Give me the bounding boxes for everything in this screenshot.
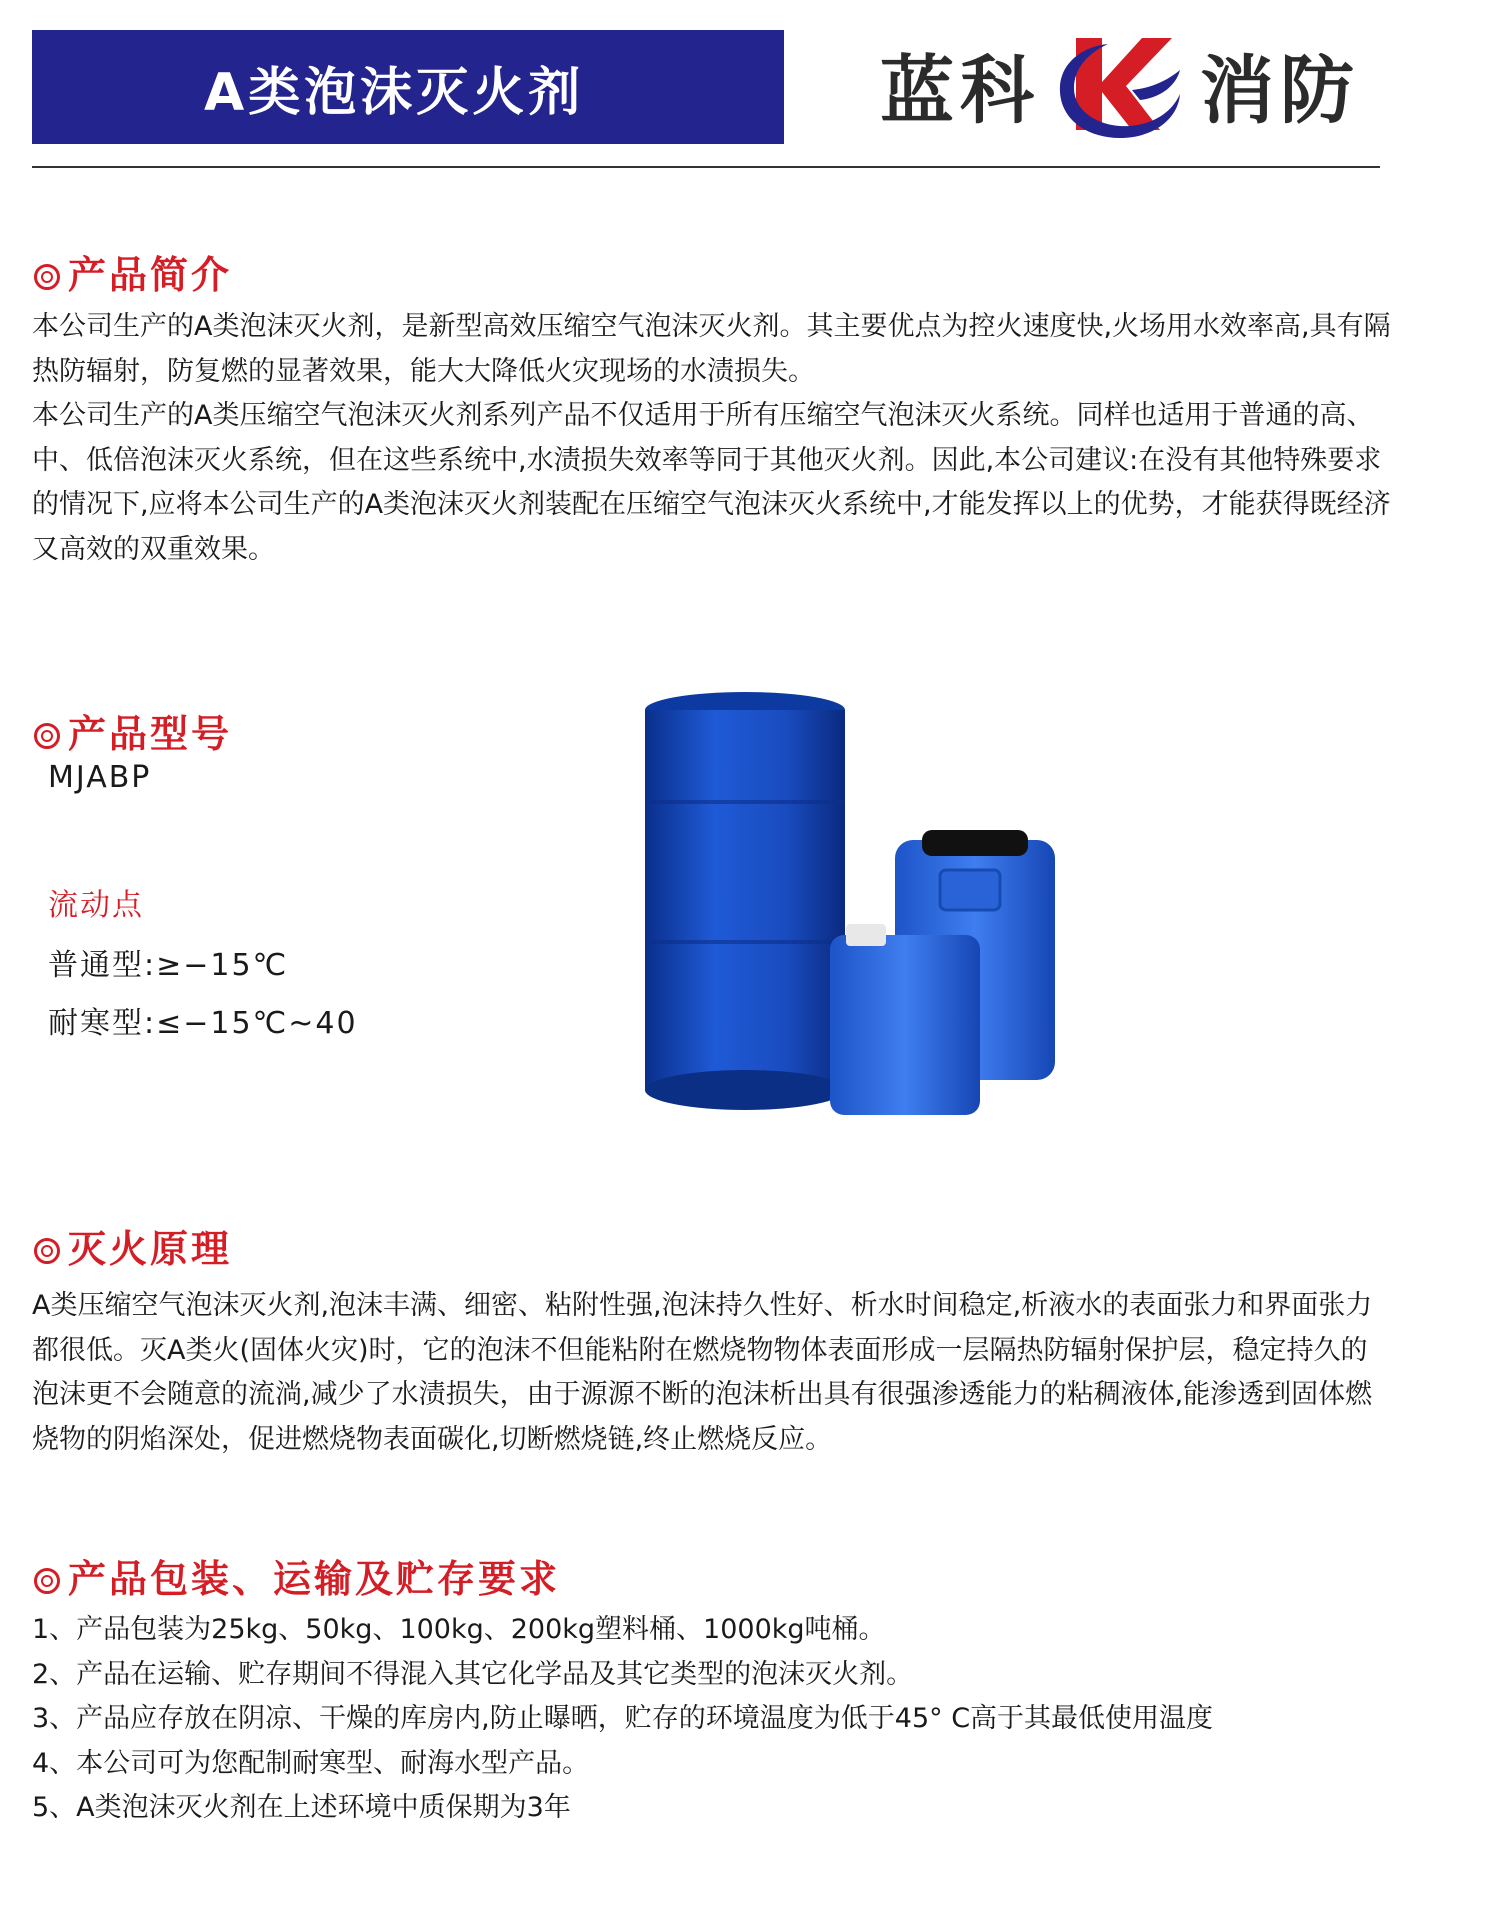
heading-label: 产品型号 bbox=[68, 712, 233, 756]
list-item: 5、A类泡沫灭火剂在上述环境中质保期为3年 bbox=[32, 1792, 571, 1824]
principle-text: A类压缩空气泡沫灭火剂,泡沫丰满、细密、粘附性强,泡沫持久性好、析水时间稳定,析液水的表面张力和界面张力都很低。灭A类火(固体火灾)时，它的泡沫不但能粘附在燃烧物物体表面形成一层隔热防辐射保护层，稳定持久的泡沫更不会随意的流淌,减少了水渍损失，由于源源不断的泡沫析出具有很强渗透能力的粘稠液体,能渗透到固体燃烧物的阴焰深处，促进燃烧物表面碳化,切断燃烧链,终止燃烧反应。 bbox=[32, 1290, 1373, 1455]
page-title: A类泡沫灭火剂 bbox=[204, 62, 585, 123]
intro-paragraph-1: 本公司生产的A类泡沫灭火剂，是新型高效压缩空气泡沫灭火剂。其主要优点为控火速度快,火场用水效率高,具有隔热防辐射，防复燃的显著效果，能大大降低火灾现场的水渍损失。 bbox=[32, 311, 1391, 387]
header-divider bbox=[32, 166, 1380, 168]
section-heading-packaging bbox=[34, 1548, 560, 1603]
model-value: MJABP bbox=[48, 760, 152, 795]
section-heading-principle bbox=[34, 1218, 232, 1273]
list-item: 4、本公司可为您配制耐寒型、耐海水型产品。 bbox=[32, 1747, 590, 1779]
spec-normal: 普通型:≥−15℃ bbox=[48, 948, 289, 983]
list-item: 3、产品应存放在阴凉、干燥的库房内,防止曝晒，贮存的环境温度为低于45° C高于其最低使用温度 bbox=[32, 1703, 1214, 1735]
spec-cold: 耐寒型:≤−15℃~40 bbox=[48, 1006, 358, 1041]
principle-body bbox=[32, 1284, 1392, 1462]
double-circle-icon bbox=[34, 264, 60, 290]
intro-paragraph-2: 本公司生产的A类压缩空气泡沫灭火剂系列产品不仅适用于所有压缩空气泡沫灭火系统。同样也适用于普通的高、中、低倍泡沫灭火系统，但在这些系统中,水渍损失效率等同于其他灭火剂。因此,本公司建议:在没有其他特殊要求的情况下,应将本公司生产的A类泡沫灭火剂装配在压缩空气泡沫灭火系统中,才能发挥以上的优势，才能获得既经济又高效的双重效果。 bbox=[32, 400, 1391, 565]
heading-label: 产品简介 bbox=[68, 253, 233, 297]
lanke-k-logo-icon bbox=[1056, 30, 1184, 140]
heading-label: 灭火原理 bbox=[68, 1227, 233, 1271]
brand-name-right: 消防 bbox=[1200, 48, 1360, 134]
list-item: 2、产品在运输、贮存期间不得混入其它化学品及其它类型的泡沫灭火剂。 bbox=[32, 1658, 914, 1690]
heading-label: 产品包装、运输及贮存要求 bbox=[68, 1557, 561, 1601]
list-item: 1、产品包装为25kg、50kg、100kg、200kg塑料桶、1000kg吨桶。 bbox=[32, 1614, 886, 1645]
product-drums-image bbox=[610, 680, 1080, 1125]
section-heading-model bbox=[34, 703, 232, 758]
double-circle-icon bbox=[34, 1238, 60, 1264]
double-circle-icon bbox=[34, 1568, 60, 1594]
pour-point-heading: 流动点 bbox=[48, 888, 144, 923]
intro-body bbox=[32, 305, 1392, 573]
brand bbox=[880, 30, 1390, 140]
brand-name-left: 蓝科 bbox=[880, 48, 1040, 134]
title-banner bbox=[32, 30, 784, 144]
packaging-list bbox=[32, 1608, 1392, 1831]
section-heading-intro bbox=[34, 244, 232, 299]
double-circle-icon bbox=[34, 723, 60, 749]
